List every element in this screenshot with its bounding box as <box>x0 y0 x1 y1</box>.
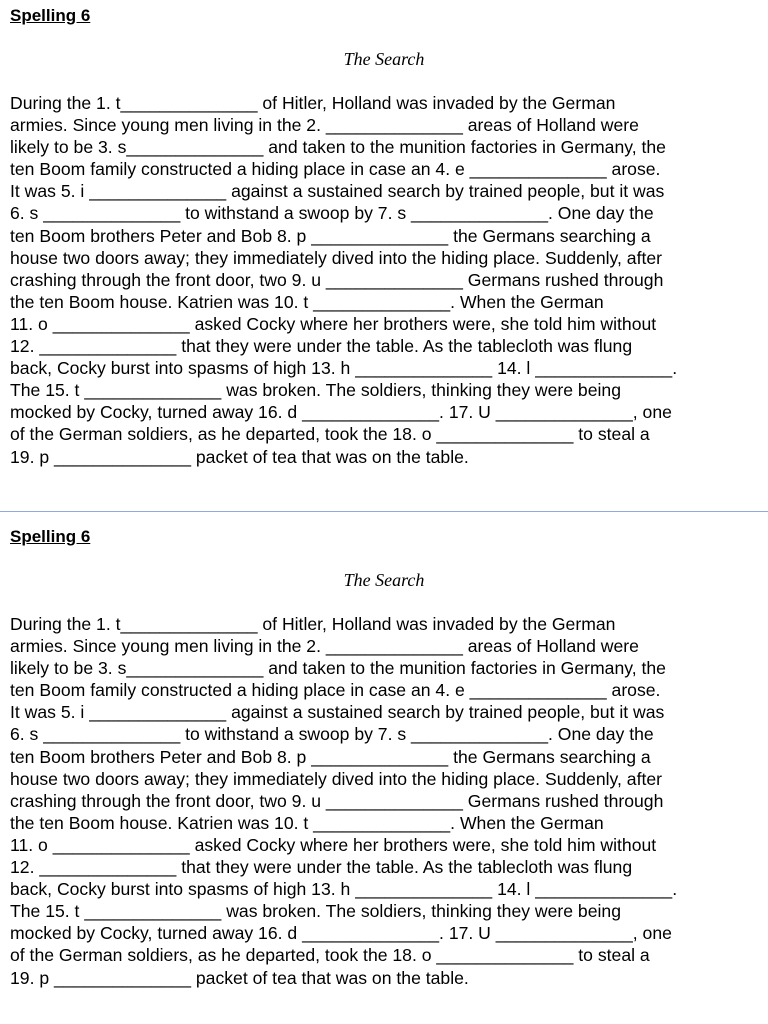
passage-line: During the 1. t______________ of Hitler, Holland was invaded by the German <box>10 614 616 634</box>
passage-line: mocked by Cocky, turned away 16. d ______________. 17. U ______________, one <box>10 402 672 423</box>
passage-line: the ten Boom house. Katrien was 10. t ______________. When the German <box>10 812 604 833</box>
passage-line: The 15. t ______________ was broken. The soldiers, thinking they were being <box>10 380 621 401</box>
passage-line: 19. p ______________ packet of tea that was on the table. <box>10 446 469 467</box>
page-divider <box>0 511 768 512</box>
passage-line: ten Boom family constructed a hiding place in case an 4. e ______________ arose. <box>10 159 661 180</box>
passage-line: the ten Boom house. Katrien was 10. t ______________. When the German <box>10 291 604 312</box>
passage-line: It was 5. i ______________ against a sustained search by trained people, but it was <box>10 181 665 202</box>
passage-line: 19. p ______________ packet of tea that was on the table. <box>10 967 469 988</box>
passage-line: armies. Since young men living in the 2. ______________ areas of Holland were <box>10 115 639 136</box>
passage-line: likely to be 3. s______________ and taken to the munition factories in Germany, the <box>10 658 666 679</box>
passage-line: crashing through the front door, two 9. u ______________ Germans rushed through <box>10 269 664 290</box>
passage-line: house two doors away; they immediately dived into the hiding place. Suddenly, after <box>10 247 662 268</box>
passage-line: back, Cocky burst into spasms of high 13. h ______________ 14. l ______________. <box>10 879 678 900</box>
passage-line: 6. s ______________ to withstand a swoop by 7. s ______________. One day the <box>10 724 654 745</box>
passage-line: back, Cocky burst into spasms of high 13. h ______________ 14. l ______________. <box>10 358 678 379</box>
passage-title: The Search <box>343 49 425 69</box>
passage-line: ten Boom family constructed a hiding place in case an 4. e ______________ arose. <box>10 680 661 701</box>
passage-line: of the German soldiers, as he departed, took the 18. o ______________ to steal a <box>10 945 650 966</box>
passage-line: armies. Since young men living in the 2. ______________ areas of Holland were <box>10 636 639 657</box>
passage-line: mocked by Cocky, turned away 16. d ______________. 17. U ______________, one <box>10 923 672 944</box>
passage-line: 12. ______________ that they were under the table. As the tablecloth was flung <box>10 336 633 357</box>
worksheet-heading: Spelling 6 <box>10 6 91 25</box>
passage-line: It was 5. i ______________ against a sustained search by trained people, but it was <box>10 702 665 723</box>
passage-line: 12. ______________ that they were under the table. As the tablecloth was flung <box>10 857 633 878</box>
passage-text <box>10 613 762 989</box>
passage-line: 6. s ______________ to withstand a swoop by 7. s ______________. One day the <box>10 203 654 224</box>
passage-line: 11. o ______________ asked Cocky where her brothers were, she told him without <box>10 313 657 334</box>
passage-line: ten Boom brothers Peter and Bob 8. p ______________ the Germans searching a <box>10 225 651 246</box>
passage-line: house two doors away; they immediately dived into the hiding place. Suddenly, after <box>10 768 662 789</box>
passage-line: ten Boom brothers Peter and Bob 8. p ______________ the Germans searching a <box>10 746 651 767</box>
passage-line: 11. o ______________ asked Cocky where her brothers were, she told him without <box>10 834 657 855</box>
passage-line: The 15. t ______________ was broken. The soldiers, thinking they were being <box>10 901 621 922</box>
worksheet-heading: Spelling 6 <box>10 527 91 546</box>
passage-line: likely to be 3. s______________ and taken to the munition factories in Germany, the <box>10 137 666 158</box>
passage-title: The Search <box>343 570 425 590</box>
passage-line: crashing through the front door, two 9. u ______________ Germans rushed through <box>10 790 664 811</box>
passage-line: During the 1. t______________ of Hitler, Holland was invaded by the German <box>10 93 616 113</box>
passage-text <box>10 92 762 468</box>
passage-line: of the German soldiers, as he departed, took the 18. o ______________ to steal a <box>10 424 650 445</box>
